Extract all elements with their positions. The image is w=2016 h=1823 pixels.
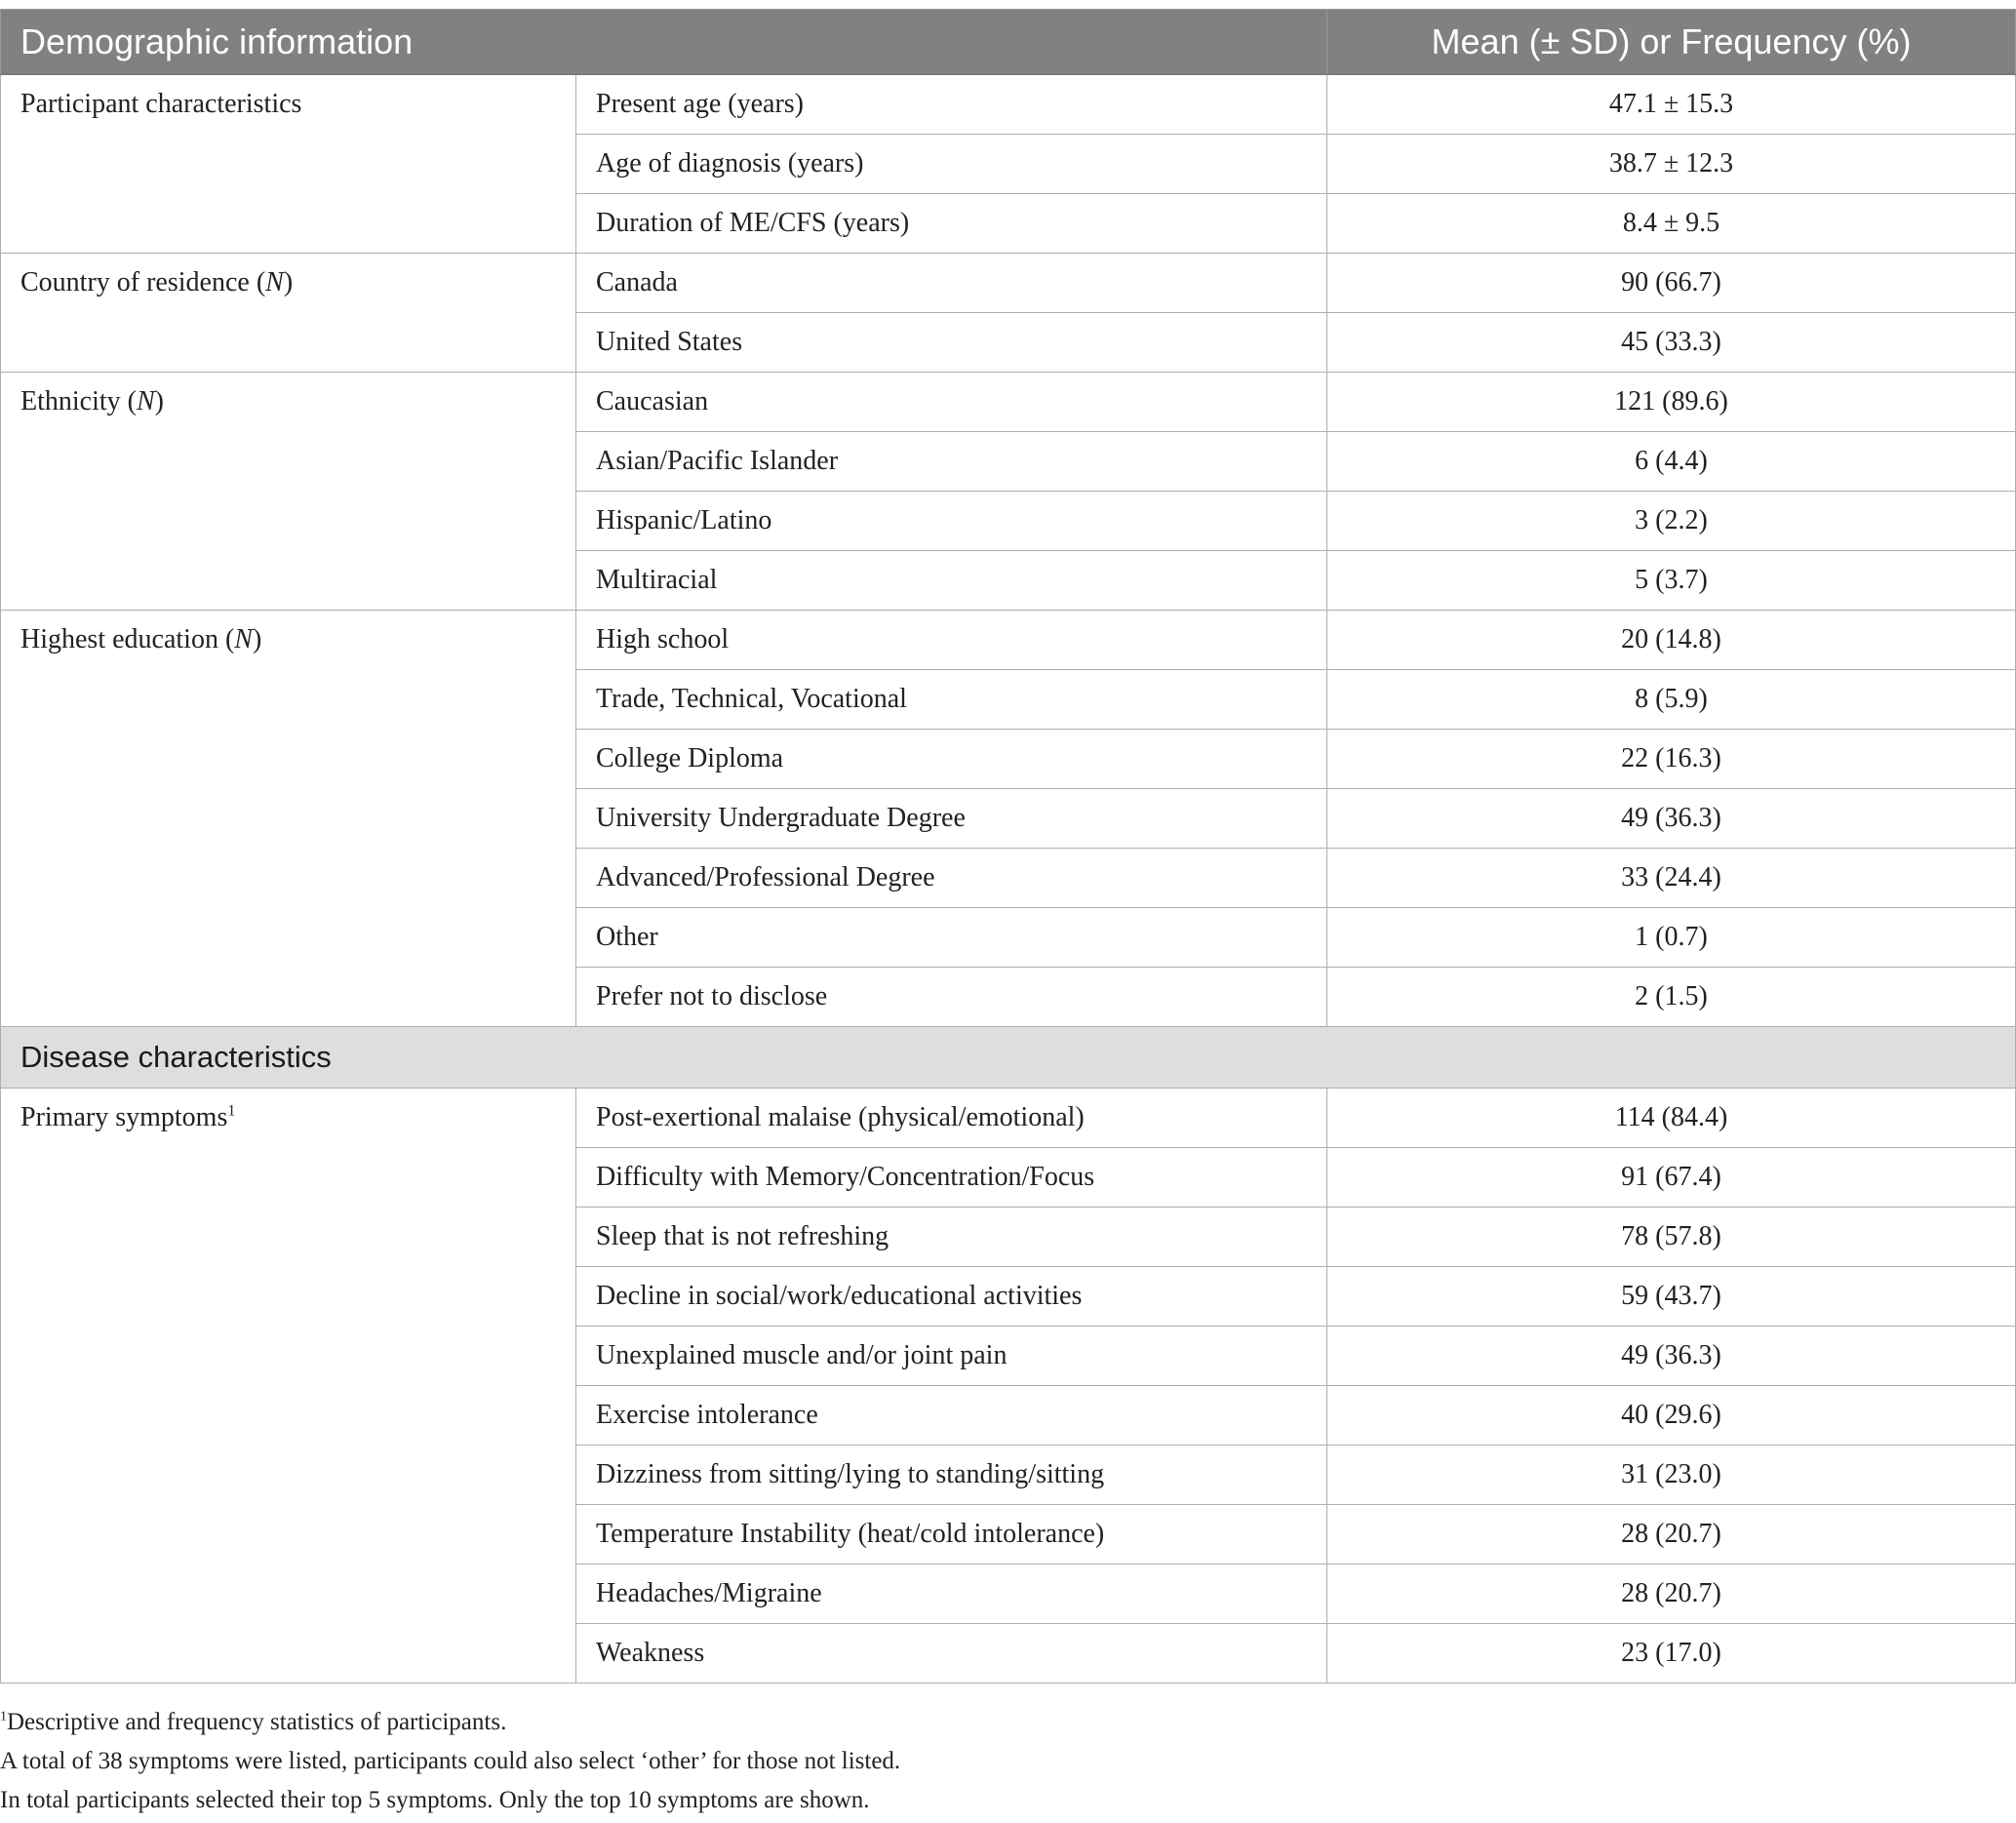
row-item: Present age (years) <box>576 75 1327 135</box>
row-value: 5 (3.7) <box>1327 551 2016 611</box>
row-item: Difficulty with Memory/Concentration/Focus <box>576 1148 1327 1208</box>
row-value: 121 (89.6) <box>1327 373 2016 432</box>
footnote-text: Descriptive and frequency statistics of participants. <box>7 1709 507 1735</box>
row-item: High school <box>576 611 1327 670</box>
section-disease-characteristics: Disease characteristics <box>1 1027 2016 1089</box>
row-item: Canada <box>576 254 1327 313</box>
row-value: 91 (67.4) <box>1327 1148 2016 1208</box>
row-value: 114 (84.4) <box>1327 1089 2016 1148</box>
group-label-n: N <box>234 624 253 654</box>
row-item: Headaches/Migraine <box>576 1565 1327 1624</box>
footnote-marker: 1 <box>227 1102 236 1120</box>
group-label-n: N <box>136 386 155 416</box>
row-value: 47.1 ± 15.3 <box>1327 75 2016 135</box>
row-value: 6 (4.4) <box>1327 432 2016 492</box>
row-item: Multiracial <box>576 551 1327 611</box>
group-label-text: Ethnicity ( <box>20 386 137 416</box>
table-row <box>1 254 2016 313</box>
row-item: Weakness <box>576 1624 1327 1684</box>
row-item: Temperature Instability (heat/cold intolerance) <box>576 1505 1327 1565</box>
header-mean-frequency: Mean (± SD) or Frequency (%) <box>1327 10 2016 75</box>
footnote-marker: 1 <box>0 1709 7 1724</box>
row-value: 40 (29.6) <box>1327 1386 2016 1446</box>
row-item: Unexplained muscle and/or joint pain <box>576 1327 1327 1386</box>
row-value: 49 (36.3) <box>1327 789 2016 849</box>
row-value: 31 (23.0) <box>1327 1446 2016 1505</box>
group-label-education <box>1 611 576 1027</box>
demographics-table <box>0 9 2016 1684</box>
row-value: 1 (0.7) <box>1327 908 2016 968</box>
group-label-country <box>1 254 576 373</box>
row-item: Age of diagnosis (years) <box>576 135 1327 194</box>
row-item: Trade, Technical, Vocational <box>576 670 1327 730</box>
row-value: 38.7 ± 12.3 <box>1327 135 2016 194</box>
footnote-line <box>0 1703 2016 1742</box>
row-value: 23 (17.0) <box>1327 1624 2016 1684</box>
row-value: 8 (5.9) <box>1327 670 2016 730</box>
group-label-ethnicity <box>1 373 576 611</box>
table-header-row <box>1 10 2016 75</box>
row-value: 33 (24.4) <box>1327 849 2016 908</box>
row-item: Sleep that is not refreshing <box>576 1208 1327 1267</box>
group-label-text: Primary symptoms <box>20 1102 228 1132</box>
row-value: 90 (66.7) <box>1327 254 2016 313</box>
row-value: 20 (14.8) <box>1327 611 2016 670</box>
footnote-line: In total participants selected their top 5 symptoms. Only the top 10 symptoms are shown. <box>0 1787 870 1813</box>
row-item: Decline in social/work/educational activities <box>576 1267 1327 1327</box>
row-item: United States <box>576 313 1327 373</box>
group-label-text: Country of residence ( <box>20 267 266 297</box>
group-label-close: ) <box>283 267 294 297</box>
table-row <box>1 611 2016 670</box>
row-value: 22 (16.3) <box>1327 730 2016 789</box>
row-item: Exercise intolerance <box>576 1386 1327 1446</box>
row-item: Prefer not to disclose <box>576 968 1327 1027</box>
row-item: Post-exertional malaise (physical/emotional) <box>576 1089 1327 1148</box>
row-item: College Diploma <box>576 730 1327 789</box>
row-item: Dizziness from sitting/lying to standing/sitting <box>576 1446 1327 1505</box>
row-value: 78 (57.8) <box>1327 1208 2016 1267</box>
row-value: 3 (2.2) <box>1327 492 2016 551</box>
table-row <box>1 1089 2016 1148</box>
demographics-table-container <box>0 9 2015 1684</box>
table-footnotes <box>0 1703 2016 1820</box>
row-value: 8.4 ± 9.5 <box>1327 194 2016 254</box>
group-label-text: Highest education ( <box>20 624 235 654</box>
row-value: 2 (1.5) <box>1327 968 2016 1027</box>
row-value: 45 (33.3) <box>1327 313 2016 373</box>
group-label-close: ) <box>252 624 262 654</box>
row-value: 28 (20.7) <box>1327 1505 2016 1565</box>
table-row <box>1 373 2016 432</box>
row-item: Caucasian <box>576 373 1327 432</box>
section-row <box>1 1027 2016 1089</box>
group-label-participant: Participant characteristics <box>1 75 576 254</box>
group-label-symptoms <box>1 1089 576 1684</box>
row-value: 28 (20.7) <box>1327 1565 2016 1624</box>
row-item: Hispanic/Latino <box>576 492 1327 551</box>
row-item: Other <box>576 908 1327 968</box>
footnote-line: A total of 38 symptoms were listed, participants could also select ‘other’ for those not listed. <box>0 1748 901 1774</box>
table-row <box>1 75 2016 135</box>
group-label-n: N <box>265 267 284 297</box>
row-item: University Undergraduate Degree <box>576 789 1327 849</box>
row-item: Asian/Pacific Islander <box>576 432 1327 492</box>
row-value: 49 (36.3) <box>1327 1327 2016 1386</box>
row-item: Duration of ME/CFS (years) <box>576 194 1327 254</box>
header-demographic-information: Demographic information <box>1 10 1327 75</box>
row-value: 59 (43.7) <box>1327 1267 2016 1327</box>
row-item: Advanced/Professional Degree <box>576 849 1327 908</box>
group-label-close: ) <box>154 386 164 416</box>
